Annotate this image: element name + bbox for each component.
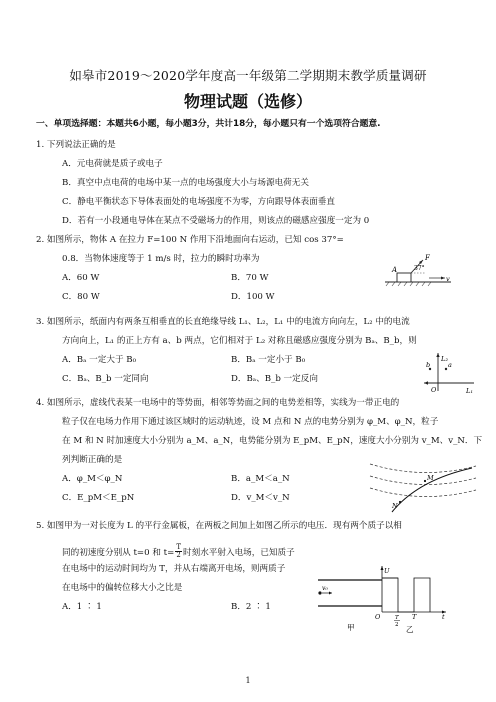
svg-text:b: b — [426, 361, 431, 369]
q5-line2-start: 同的初速度分别从 t=0 和 t= — [62, 548, 175, 558]
svg-text:v: v — [446, 275, 450, 283]
svg-text:乙: 乙 — [406, 625, 414, 634]
q2-stem-line1: 2. 如图所示，物体 A 在拉力 F=100 N 作用下沿地面向右运动，已知 cos 37°= — [36, 235, 344, 245]
q2-option-a: A．60 W — [62, 273, 100, 283]
q4-option-b: B．a_M＜a_N — [231, 474, 290, 484]
q5-option-b: B．2 ∶ 1 — [231, 602, 271, 612]
equipotential-3 — [370, 488, 476, 497]
q5-option-a: A．1 ∶ 1 — [62, 602, 102, 612]
q5-fraction: $\frac{T}{2}$ — [176, 543, 181, 559]
q1-option-a: A．元电荷就是质子或电子 — [62, 159, 163, 169]
page-number: 1 — [245, 676, 251, 685]
q1-option-b: B．真空中点电荷的电场中某一点的电场强度大小与场源电荷无关 — [62, 178, 309, 188]
q4-stem-line1: 4. 如图所示，虚线代表某一电场中的等势面，相邻等势面之间的电势差相等，实线为一带正电的 — [36, 398, 400, 408]
q4-stem-line2: 粒子仅在电场力作用下通过该区域时的运动轨迹，设 M 点和 N 点的电势分别为 φ_M、φ_N，粒子 — [62, 417, 439, 427]
q3-option-c: C．Bₐ、B_b 一定同向 — [62, 374, 149, 384]
svg-text:a: a — [448, 361, 452, 369]
q5-stem-line1: 5. 如图甲为一对长度为 L 的平行金属板，在两板之间加上如图乙所示的电压．现有两个质子以相 — [36, 521, 402, 531]
q5-line2-end: 时刻水平射入电场，已知质子 — [183, 548, 295, 558]
q5-stem-line3: 在电场中的运动时间均为 T，并从右端离开电场，则两质子 — [62, 564, 286, 574]
svg-text:L₁: L₁ — [466, 387, 473, 395]
q3-option-b: B．Bₐ 一定小于 B₀ — [231, 355, 306, 365]
q1-option-d: D．若有一小段通电导体在某点不受磁场力的作用，则该点的磁感应强度一定为 0 — [62, 216, 370, 226]
q1-option-c: C．静电平衡状态下导体表面处的电场强度不为零，方向跟导体表面垂直 — [62, 197, 335, 207]
svg-text:M: M — [427, 474, 434, 482]
svg-text:T: T — [395, 615, 399, 621]
q3-stem-line2: 方向向上，L₁ 的正上方有 a、b 两点，它们相对于 L₂ 对称且磁感应强度分别为 Bₐ、B_b，则 — [62, 336, 417, 346]
voltage-waveform — [382, 578, 430, 612]
q2-option-d: D．100 W — [231, 292, 275, 302]
svg-text:37°: 37° — [414, 265, 425, 272]
q5-figure-yi — [372, 562, 452, 634]
q3-figure — [422, 351, 480, 397]
svg-text:L₂: L₂ — [441, 355, 448, 363]
equipotential-2 — [370, 476, 476, 485]
svg-text:2: 2 — [395, 622, 399, 628]
q4-stem-line4: 列判断正确的是 — [62, 455, 123, 465]
q5-stem-line2 — [62, 545, 295, 560]
q4-stem-line3: 在 M 和 N 时加速度大小分别为 a_M、a_N，电势能分别为 E_pM、E_pN，速度大小分别为 v_M、v_N．下 — [62, 436, 483, 446]
q3-option-d: D．Bₐ、B_b 一定反向 — [231, 374, 318, 384]
svg-text:F: F — [425, 254, 430, 262]
section-heading: 一、单项选择题：本题共6小题，每小题3分，共计18分，每小题只有一个选项符合题意. — [36, 119, 381, 129]
q4-option-a: A．φ_M＜φ_N — [62, 474, 123, 484]
q4-figure — [368, 458, 478, 516]
exam-subtitle: 物理试题（选修） — [183, 92, 312, 111]
q4-option-c: C．E_pM＜E_pN — [62, 493, 135, 503]
q2-stem-line2: 0.8．当物体速度等于 1 m/s 时，拉力的瞬时功率为 — [62, 254, 260, 264]
q2-option-c: C．80 W — [62, 292, 100, 302]
block-a — [397, 273, 411, 282]
svg-text:T: T — [412, 613, 417, 621]
svg-text:N: N — [392, 502, 398, 510]
svg-text:O: O — [431, 386, 437, 394]
svg-text:A: A — [392, 266, 398, 274]
svg-text:v₀: v₀ — [322, 585, 328, 592]
q1-stem: 1. 下列说法正确的是 — [36, 140, 116, 150]
q2-option-b: B．70 W — [231, 273, 269, 283]
q4-option-d: D．v_M＜v_N — [231, 493, 290, 503]
svg-text:O: O — [375, 613, 381, 621]
q2-figure — [383, 252, 463, 292]
exam-title: 如皋市2019～2020学年度高一年级第二学期期末教学质量调研 — [69, 68, 427, 83]
svg-text:甲: 甲 — [347, 623, 355, 632]
svg-text:U: U — [384, 567, 390, 575]
svg-text:t: t — [442, 613, 445, 621]
q5-stem-line4: 在电场中的偏转位移大小之比是 — [62, 583, 183, 593]
q3-stem-line1: 3. 如图所示，纸面内有两条互相垂直的长直绝缘导线 L₁、L₂，L₁ 中的电流方向向左，L₂ 中的电流 — [36, 317, 410, 327]
q3-option-a: A．Bₐ 一定大于 B₀ — [62, 355, 137, 365]
